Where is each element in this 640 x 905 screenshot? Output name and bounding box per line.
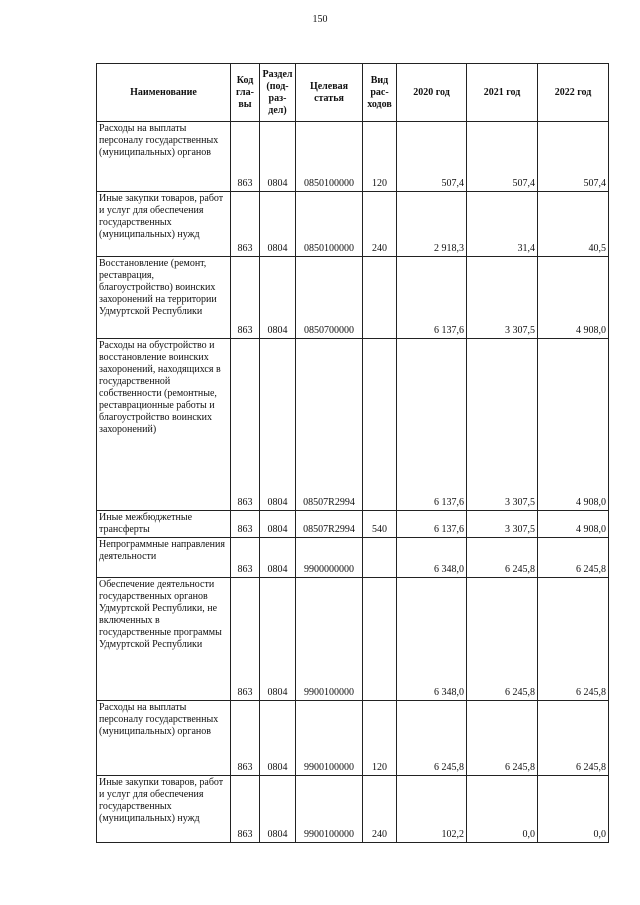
table-cell-code: 863 [231, 578, 260, 701]
table-cell-code: 863 [231, 701, 260, 776]
table-cell-code: 863 [231, 122, 260, 192]
table-cell-2021: 3 307,5 [467, 339, 538, 511]
table-cell-section: 0804 [260, 511, 296, 538]
table-cell-2022: 6 245,8 [538, 538, 609, 578]
table-cell-2020: 6 245,8 [397, 701, 467, 776]
table-cell-section: 0804 [260, 257, 296, 339]
table-cell-code: 863 [231, 511, 260, 538]
table-cell-section: 0804 [260, 538, 296, 578]
table-cell-code: 863 [231, 339, 260, 511]
table-cell-target: 0850700000 [296, 257, 363, 339]
table-cell-section: 0804 [260, 578, 296, 701]
table-row [97, 776, 609, 843]
header-2022: 2022 год [538, 64, 609, 122]
table-cell-expense-type: 240 [363, 192, 397, 257]
table-cell-section: 0804 [260, 776, 296, 843]
table-cell-name: Расходы на обустройство и восстановление воинских захоронений, находящихся в государственной собственности (ремонтные, реставрационные работы и благоустройство воинских захоронений) [97, 339, 231, 511]
table-cell-2020: 6 137,6 [397, 257, 467, 339]
table-cell-expense-type: 120 [363, 701, 397, 776]
table-cell-expense-type [363, 339, 397, 511]
header-expense-type: Вид рас-ходов [363, 64, 397, 122]
table-cell-2021: 6 245,8 [467, 578, 538, 701]
table-cell-2022: 6 245,8 [538, 701, 609, 776]
table-cell-code: 863 [231, 538, 260, 578]
table-cell-target: 9900100000 [296, 578, 363, 701]
table-cell-2021: 0,0 [467, 776, 538, 843]
table-cell-target: 0850100000 [296, 122, 363, 192]
table-cell-name: Обеспечение деятельности государственных органов Удмуртской Республики, не включенных в государственные программы Удмуртской Республики [97, 578, 231, 701]
table-cell-2021: 3 307,5 [467, 511, 538, 538]
table-cell-2020: 6 348,0 [397, 538, 467, 578]
table-row [97, 192, 609, 257]
table-cell-2021: 3 307,5 [467, 257, 538, 339]
table-cell-2022: 0,0 [538, 776, 609, 843]
table-cell-expense-type: 120 [363, 122, 397, 192]
table-cell-2021: 31,4 [467, 192, 538, 257]
table-cell-target: 9900100000 [296, 701, 363, 776]
table-row [97, 257, 609, 339]
header-2021: 2021 год [467, 64, 538, 122]
table-cell-target: 9900000000 [296, 538, 363, 578]
table-cell-section: 0804 [260, 192, 296, 257]
table-cell-expense-type [363, 257, 397, 339]
table-cell-name: Расходы на выплаты персоналу государственных (муниципальных) органов [97, 122, 231, 192]
budget-table [96, 63, 609, 843]
table-cell-code: 863 [231, 776, 260, 843]
header-section: Раздел (под-раз-дел) [260, 64, 296, 122]
table-cell-name: Иные закупки товаров, работ и услуг для обеспечения государственных (муниципальных) нужд [97, 192, 231, 257]
table-row [97, 339, 609, 511]
table-row [97, 701, 609, 776]
table-cell-2020: 6 348,0 [397, 578, 467, 701]
header-code: Код гла-вы [231, 64, 260, 122]
page-number: 150 [312, 14, 328, 25]
table-cell-2021: 507,4 [467, 122, 538, 192]
table-cell-2020: 6 137,6 [397, 511, 467, 538]
table-cell-name: Восстановление (ремонт, реставрация, благоустройство) воинских захоронений на территории Удмуртской Республики [97, 257, 231, 339]
header-2020: 2020 год [397, 64, 467, 122]
header-target: Целевая статья [296, 64, 363, 122]
table-row [97, 122, 609, 192]
table-header-row [97, 64, 609, 122]
table-cell-2020: 507,4 [397, 122, 467, 192]
table-cell-name: Иные межбюджетные трансферты [97, 511, 231, 538]
table-cell-target: 08507R2994 [296, 511, 363, 538]
table-cell-2021: 6 245,8 [467, 538, 538, 578]
table-cell-code: 863 [231, 192, 260, 257]
table-cell-2020: 6 137,6 [397, 339, 467, 511]
table-cell-2022: 4 908,0 [538, 257, 609, 339]
table-row [97, 578, 609, 701]
header-name: Наименование [97, 64, 231, 122]
table-cell-target: 0850100000 [296, 192, 363, 257]
table-cell-section: 0804 [260, 122, 296, 192]
table-cell-2022: 40,5 [538, 192, 609, 257]
table-cell-name: Непрограммные направления деятельности [97, 538, 231, 578]
table-cell-expense-type: 240 [363, 776, 397, 843]
table-cell-2021: 6 245,8 [467, 701, 538, 776]
table-cell-2022: 4 908,0 [538, 339, 609, 511]
table-cell-2020: 102,2 [397, 776, 467, 843]
table-cell-target: 9900100000 [296, 776, 363, 843]
table-row [97, 538, 609, 578]
table-cell-2022: 6 245,8 [538, 578, 609, 701]
table-cell-section: 0804 [260, 701, 296, 776]
table-cell-section: 0804 [260, 339, 296, 511]
table-cell-2022: 507,4 [538, 122, 609, 192]
table-cell-code: 863 [231, 257, 260, 339]
table-row [97, 511, 609, 538]
table-cell-2020: 2 918,3 [397, 192, 467, 257]
table-cell-name: Иные закупки товаров, работ и услуг для обеспечения государственных (муниципальных) нужд [97, 776, 231, 843]
table-cell-2022: 4 908,0 [538, 511, 609, 538]
table-cell-name: Расходы на выплаты персоналу государственных (муниципальных) органов [97, 701, 231, 776]
table-cell-expense-type: 540 [363, 511, 397, 538]
table-cell-target: 08507R2994 [296, 339, 363, 511]
table-cell-expense-type [363, 578, 397, 701]
table-cell-expense-type [363, 538, 397, 578]
